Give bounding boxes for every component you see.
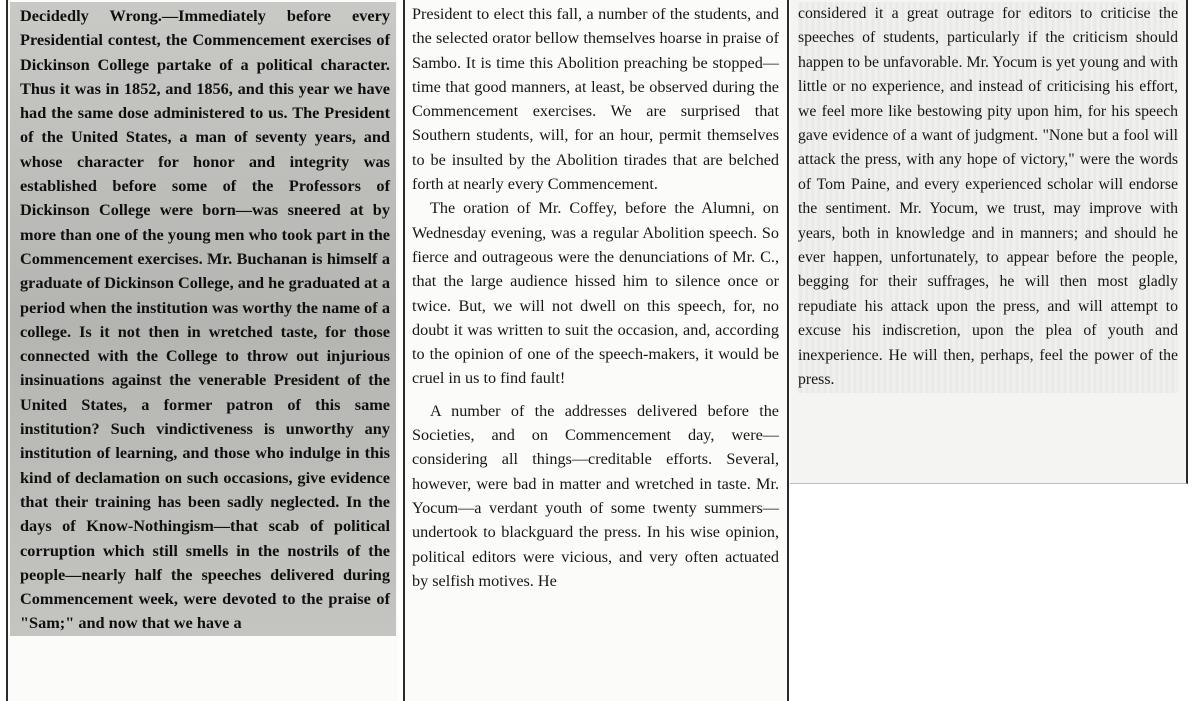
article-column-3 bbox=[790, 0, 1188, 484]
article-column-1 bbox=[6, 0, 398, 701]
article-paragraph: considered it a great outrage for editors to criticise the speeches of students, particularly if the criticism should happen to be unfavorable. Mr. Yocum is yet young and with little or no experience, and instead of criticising his effort, we feel more like bestowing pity upon him, for his speech gave evidence of a want of judgment. "None but a fool will attack the press, with any hope of victory," were the words of Tom Paine, and every experienced scholar will endorse the sentiment. Mr. Yocum, we trust, may improve with years, both in knowledge and in manners; and should he ever happen, unfortunately, to appear before the people, begging for their suffrages, he will then most gladly repudiate his attack upon the press, and will attempt to excuse his indiscretion, upon the plea of youth and inexperience. He will then, perhaps, feel the power of the press. bbox=[798, 2, 1178, 393]
article-paragraph: A number of the addresses delivered before the Societies, and on Commencement day, were—considering all things—creditable efforts. Several, however, were bad in matter and wretched in taste. Mr. Yocum—a verdant youth of some twenty summers—undertook to blackguard the press. In his wise opinion, political editors were vicious, and very often actuated by selfish motives. He bbox=[412, 401, 779, 590]
article-paragraph: President to elect this fall, a number of the students, and the selected orator bellow themselves hoarse in praise of Sambo. It is time this Abolition preaching be stopped—time that good manners, at least, be observed during the Commencement exercises. We are surprised that Southern students, will, for an hour, permit themselves to be insulted by the Abolition tirades that are belched forth at nearly every Commencement. bbox=[412, 5, 779, 194]
paragraph-gap bbox=[412, 391, 779, 399]
article-paragraph: The oration of Mr. Coffey, before the Alumni, on Wednesday evening, was a regular Abolition speech. So fierce and outrageous were the denunciations of Mr. C., that the large audience hissed him to silence once or twice. But, we will not dwell on this speech, for, no doubt it was written to suit the occasion, and, according to the opinion of one of the speech-makers, it would be cruel in us to find fault! bbox=[412, 199, 779, 388]
article-paragraph: Decidedly Wrong.—Immediately before every Presidential contest, the Commencement exercises of Dickinson College partake of a political character. Thus it was in 1852, and 1856, and this year we have had the same dose administered to us. The President of the United States, a man of seventy years, and whose character for honor and integrity was established before some of the Professors of Dickinson College were born—was sneered at by more than one of the young men who took part in the Commencement exercises. Mr. Buchanan is himself a graduate of Dickinson College, and he graduated at a period when the institution was worthy the name of a college. Is it not then in wretched taste, for those connected with the College to throw out injurious insinuations against the venerable President of the United States, a former patron of this same institution? Such vindictiveness is unworthy any institution of learning, and those who indulge in this kind of declamation on such occasions, give evidence that their training has been sadly neglected. In the days of Know-Nothingism—that scab of political corruption which still smells in the nostrils of the people—nearly half the speeches delivered during Commencement week, were devoted to the praise of "Sam;" and now that we have a bbox=[10, 2, 396, 636]
article-column-2 bbox=[403, 0, 789, 701]
